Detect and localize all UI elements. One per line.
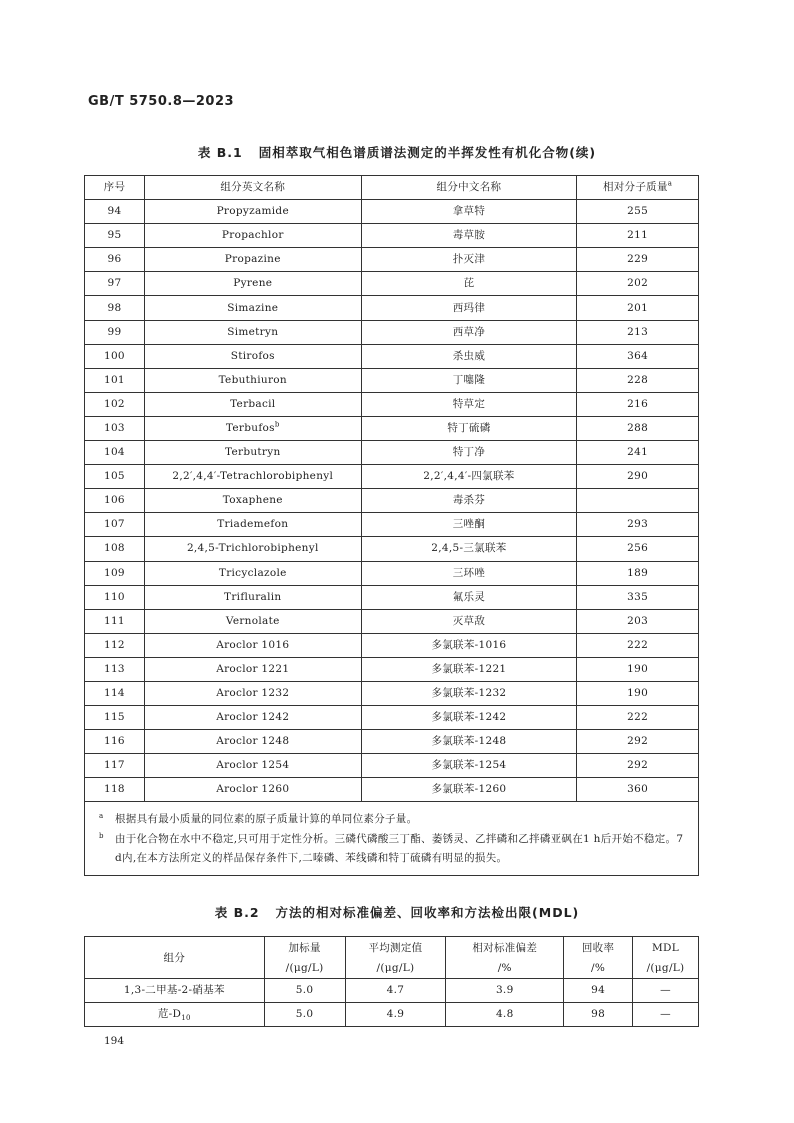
column-header (633, 937, 699, 979)
cell-molecular-weight (577, 706, 699, 730)
cell-chinese-name (361, 392, 577, 416)
cell-mdl (633, 979, 699, 1003)
table-b2 (84, 936, 699, 1027)
cell-molecular-weight-text: 335 (627, 590, 649, 603)
cell-molecular-weight (577, 657, 699, 681)
cell-chinese-name (361, 416, 577, 440)
cell-english-name (144, 609, 361, 633)
cell-chinese-name (361, 368, 577, 392)
cell-english-name-text: Tebuthiuron (218, 373, 287, 386)
cell-serial-number (85, 754, 145, 778)
cell-serial-number-text: 107 (103, 518, 125, 531)
cell-chinese-name-text: 多氯联苯-1248 (431, 735, 507, 748)
cell-english-name-text: Tricyclazole (218, 566, 287, 579)
cell-english-name (144, 272, 361, 296)
cell-english-name (144, 368, 361, 392)
cell-chinese-name-text: 多氯联苯-1242 (431, 711, 507, 724)
cell-serial-number-text: 96 (107, 253, 122, 266)
cell-molecular-weight (577, 778, 699, 802)
cell-serial-number-text: 115 (103, 711, 125, 724)
column-header (564, 937, 633, 979)
cell-mean-text: 4.9 (386, 1008, 405, 1020)
cell-molecular-weight (577, 585, 699, 609)
table-row (85, 633, 699, 657)
cell-chinese-name (361, 224, 577, 248)
table-row (85, 296, 699, 320)
cell-serial-number (85, 537, 145, 561)
cell-molecular-weight (577, 224, 699, 248)
cell-english-name-text: Vernolate (225, 614, 280, 627)
table-row (85, 609, 699, 633)
cell-molecular-weight-text: 203 (627, 614, 649, 627)
cell-chinese-name (361, 585, 577, 609)
cell-serial-number-text: 100 (103, 349, 125, 362)
cell-spike (264, 1003, 345, 1027)
table-row (85, 513, 699, 537)
cell-chinese-name-text: 芘 (463, 277, 475, 290)
table-b2-header-row (85, 937, 699, 979)
cell-chinese-name-text: 特草定 (452, 397, 486, 410)
table-row (85, 416, 699, 440)
cell-serial-number (85, 200, 145, 224)
cell-chinese-name-text: 拿草特 (452, 205, 486, 218)
cell-english-name-text: 2,4,5-Trichlorobiphenyl (186, 542, 319, 555)
cell-english-name (144, 706, 361, 730)
cell-serial-number-text: 113 (103, 662, 125, 675)
cell-spike-text: 5.0 (295, 1008, 314, 1020)
cell-serial-number (85, 296, 145, 320)
table-row (85, 561, 699, 585)
table-b2-caption (0, 903, 794, 921)
cell-chinese-name (361, 657, 577, 681)
column-header: 组分英文名称 (144, 176, 361, 200)
column-header-unit: /(μg/L) (376, 961, 415, 974)
cell-english-name-text: Aroclor 1242 (216, 711, 290, 724)
column-header-unit: /% (591, 961, 606, 974)
cell-molecular-weight-text: 213 (627, 325, 649, 338)
cell-chinese-name (361, 200, 577, 224)
cell-component (85, 979, 265, 1003)
cell-english-name-text: Triademefon (217, 518, 289, 531)
table-row (85, 681, 699, 705)
cell-chinese-name-text: 2,2′,4,4′-四氯联苯 (423, 470, 515, 483)
cell-chinese-name-text: 毒草胺 (452, 229, 486, 242)
cell-serial-number (85, 730, 145, 754)
cell-chinese-name (361, 778, 577, 802)
cell-serial-number (85, 657, 145, 681)
cell-serial-number-text: 103 (103, 421, 125, 434)
cell-chinese-name (361, 296, 577, 320)
cell-molecular-weight-text: 229 (627, 253, 649, 266)
cell-spike (264, 979, 345, 1003)
cell-molecular-weight (577, 537, 699, 561)
cell-english-name-text: Simazine (227, 301, 279, 314)
cell-rsd-text: 4.8 (495, 1008, 514, 1020)
cell-molecular-weight-text: 190 (627, 687, 649, 700)
cell-chinese-name-text: 多氯联苯-1260 (431, 783, 507, 796)
cell-rsd-text: 3.9 (495, 984, 514, 996)
cell-molecular-weight (577, 248, 699, 272)
cell-serial-number (85, 320, 145, 344)
subscript: 10 (181, 1014, 191, 1023)
cell-serial-number (85, 272, 145, 296)
footnote-text: 由于化合物在水中不稳定,只可用于定性分析。三磷代磷酸三丁酯、萎锈灵、乙拌磷和乙拌磷亚砜在1 h后开始不稳定。7 d内,在本方法所定义的样品保存条件下,二嗪磷、苯线磷和特丁硫磷有明显的损失。 (115, 833, 684, 865)
cell-serial-number-text: 95 (107, 229, 122, 242)
cell-serial-number-text: 118 (103, 783, 125, 796)
cell-molecular-weight-text: 360 (627, 783, 649, 796)
table-b1-notes (85, 802, 699, 876)
column-header-label: 回收率 (581, 941, 615, 954)
cell-chinese-name-text: 灭草敌 (452, 614, 486, 627)
table-b1-caption-title: 固相萃取气相色谱质谱法测定的半挥发性有机化合物(续) (258, 145, 597, 160)
cell-rsd (446, 1003, 564, 1027)
cell-serial-number (85, 441, 145, 465)
cell-serial-number (85, 585, 145, 609)
cell-serial-number (85, 248, 145, 272)
cell-serial-number-text: 116 (103, 735, 125, 748)
cell-english-name (144, 392, 361, 416)
table-row (85, 730, 699, 754)
cell-serial-number (85, 681, 145, 705)
table-row (85, 706, 699, 730)
cell-spike-text: 5.0 (295, 984, 314, 996)
cell-chinese-name-text: 氟乐灵 (452, 590, 486, 603)
cell-english-name (144, 633, 361, 657)
cell-molecular-weight (577, 296, 699, 320)
cell-serial-number (85, 561, 145, 585)
cell-molecular-weight (577, 633, 699, 657)
column-header-label: MDL (651, 941, 680, 954)
cell-english-name (144, 489, 361, 513)
column-header (345, 937, 446, 979)
cell-english-name-text: Trifluralin (224, 590, 282, 603)
cell-molecular-weight (577, 344, 699, 368)
cell-chinese-name-text: 杀虫威 (452, 349, 486, 362)
cell-recovery-text: 94 (591, 984, 606, 996)
table-row (85, 585, 699, 609)
cell-molecular-weight-text: 290 (627, 470, 649, 483)
cell-molecular-weight-text: 211 (627, 229, 649, 242)
cell-chinese-name (361, 754, 577, 778)
cell-serial-number (85, 609, 145, 633)
cell-recovery (564, 1003, 633, 1027)
cell-english-name-text: Terbutryn (225, 446, 281, 459)
cell-chinese-name (361, 272, 577, 296)
cell-chinese-name (361, 465, 577, 489)
cell-english-name-text: Aroclor 1260 (216, 783, 290, 796)
cell-chinese-name (361, 730, 577, 754)
cell-serial-number-text: 102 (103, 397, 125, 410)
table-row (85, 465, 699, 489)
table-b2-caption-title: 方法的相对标准偏差、回收率和方法检出限(MDL) (275, 905, 580, 920)
cell-chinese-name (361, 344, 577, 368)
column-header: 组分中文名称 (361, 176, 577, 200)
cell-molecular-weight-text: 216 (627, 397, 649, 410)
cell-chinese-name-text: 丁噻隆 (452, 373, 486, 386)
cell-chinese-name-text: 毒杀芬 (452, 494, 486, 507)
cell-mdl-text: — (660, 1008, 671, 1020)
cell-english-name (144, 224, 361, 248)
cell-english-name-text: Aroclor 1016 (216, 638, 290, 651)
cell-molecular-weight (577, 368, 699, 392)
cell-chinese-name-text: 特丁净 (452, 446, 486, 459)
cell-english-name (144, 416, 361, 440)
cell-chinese-name-text: 三唑酮 (452, 518, 486, 531)
cell-english-name (144, 537, 361, 561)
footnote-a (99, 810, 688, 829)
cell-serial-number-text: 94 (107, 205, 122, 218)
cell-molecular-weight-text: 189 (627, 566, 649, 579)
table-row (85, 778, 699, 802)
cell-molecular-weight-text: 292 (627, 759, 649, 772)
cell-english-name-text: Aroclor 1221 (216, 662, 290, 675)
cell-molecular-weight-text: 292 (627, 735, 649, 748)
cell-molecular-weight-text: 202 (627, 277, 649, 290)
footnote-mark: b (274, 420, 280, 429)
column-header-label: 相对分子质量 (602, 181, 668, 194)
table-row (85, 754, 699, 778)
cell-molecular-weight (577, 392, 699, 416)
cell-molecular-weight-text: 256 (627, 542, 649, 555)
cell-molecular-weight (577, 320, 699, 344)
cell-mean (345, 979, 446, 1003)
cell-molecular-weight (577, 441, 699, 465)
footnote-mark: b (99, 832, 104, 841)
cell-rsd (446, 979, 564, 1003)
cell-serial-number (85, 513, 145, 537)
cell-mean-text: 4.7 (386, 984, 405, 996)
table-b1-caption-number: 表 B.1 (197, 145, 243, 160)
cell-chinese-name-text: 多氯联苯-1221 (431, 662, 507, 675)
cell-chinese-name (361, 537, 577, 561)
footnote-text: 根据具有最小质量的同位素的原子质量计算的单同位素分子量。 (115, 813, 418, 826)
cell-molecular-weight (577, 272, 699, 296)
table-b1-caption (0, 143, 794, 161)
cell-english-name-text: Aroclor 1254 (216, 759, 290, 772)
column-header (577, 176, 699, 200)
cell-recovery (564, 979, 633, 1003)
cell-english-name-text: Propachlor (221, 229, 284, 242)
cell-molecular-weight (577, 513, 699, 537)
cell-english-name-text: Aroclor 1232 (216, 687, 290, 700)
column-header-label: 平均测定值 (368, 941, 423, 954)
cell-molecular-weight (577, 416, 699, 440)
cell-english-name (144, 320, 361, 344)
cell-chinese-name (361, 609, 577, 633)
column-header-label: 相对标准偏差 (472, 941, 538, 954)
cell-component (85, 1003, 265, 1027)
footnote-mark: a (99, 812, 104, 821)
table-b1-notes-row (85, 802, 699, 876)
cell-serial-number-text: 105 (103, 470, 125, 483)
cell-english-name (144, 754, 361, 778)
cell-english-name (144, 200, 361, 224)
column-header (264, 937, 345, 979)
cell-chinese-name-text: 扑灭津 (452, 253, 486, 266)
cell-serial-number (85, 465, 145, 489)
cell-serial-number-text: 101 (103, 373, 125, 386)
table-row (85, 200, 699, 224)
cell-serial-number (85, 344, 145, 368)
cell-molecular-weight (577, 561, 699, 585)
cell-english-name (144, 248, 361, 272)
cell-chinese-name (361, 489, 577, 513)
cell-molecular-weight (577, 489, 699, 513)
cell-serial-number-text: 114 (103, 687, 125, 700)
cell-english-name-text: Terbacil (230, 397, 276, 410)
cell-molecular-weight (577, 200, 699, 224)
cell-english-name (144, 681, 361, 705)
column-header-unit: /(μg/L) (285, 961, 324, 974)
cell-chinese-name (361, 248, 577, 272)
cell-chinese-name (361, 320, 577, 344)
cell-english-name-text: Pyrene (233, 277, 273, 290)
cell-molecular-weight (577, 754, 699, 778)
table-row (85, 441, 699, 465)
cell-molecular-weight (577, 609, 699, 633)
page-number: 194 (104, 1035, 125, 1047)
column-header-unit: /(μg/L) (646, 961, 685, 974)
cell-english-name (144, 513, 361, 537)
cell-molecular-weight-text: 222 (627, 638, 649, 651)
cell-serial-number (85, 416, 145, 440)
table-row (85, 368, 699, 392)
cell-molecular-weight-text: 364 (627, 349, 649, 362)
cell-english-name-text: 2,2′,4,4′-Tetrachlorobiphenyl (172, 470, 334, 483)
cell-english-name-text: Simetryn (227, 325, 279, 338)
cell-component-text: 1,3-二甲基-2-硝基苯 (123, 984, 225, 996)
cell-english-name (144, 561, 361, 585)
cell-molecular-weight (577, 681, 699, 705)
table-row (85, 320, 699, 344)
table-row (85, 248, 699, 272)
cell-english-name-text: Stirofos (230, 349, 275, 362)
cell-chinese-name (361, 561, 577, 585)
cell-chinese-name (361, 513, 577, 537)
cell-recovery-text: 98 (591, 1008, 606, 1020)
cell-serial-number (85, 778, 145, 802)
cell-serial-number (85, 224, 145, 248)
standard-code: GB/T 5750.8—2023 (88, 94, 235, 109)
cell-serial-number-text: 111 (103, 614, 125, 627)
cell-english-name (144, 344, 361, 368)
cell-molecular-weight (577, 730, 699, 754)
column-header-unit: /% (497, 961, 512, 974)
table-b2-caption-number: 表 B.2 (214, 905, 260, 920)
column-header (85, 937, 265, 979)
cell-serial-number (85, 392, 145, 416)
table-row (85, 272, 699, 296)
table-row (85, 537, 699, 561)
table-row (85, 344, 699, 368)
cell-mdl (633, 1003, 699, 1027)
cell-english-name (144, 296, 361, 320)
cell-molecular-weight-text: 228 (627, 373, 649, 386)
cell-english-name-text: Toxaphene (222, 494, 283, 507)
footnote-mark: a (667, 179, 673, 188)
cell-chinese-name-text: 多氯联苯-1232 (431, 687, 507, 700)
cell-serial-number-text: 99 (107, 325, 122, 338)
table-b1-header-row (85, 176, 699, 200)
cell-serial-number-text: 108 (103, 542, 125, 555)
cell-chinese-name (361, 633, 577, 657)
column-header (446, 937, 564, 979)
column-header-label: 加标量 (288, 941, 321, 954)
cell-molecular-weight-text: 201 (627, 301, 649, 314)
cell-serial-number-text: 109 (103, 566, 125, 579)
cell-english-name-text: Terbufos (225, 421, 275, 434)
cell-english-name-text: Aroclor 1248 (216, 735, 290, 748)
cell-molecular-weight-text: 241 (627, 446, 649, 459)
cell-chinese-name (361, 441, 577, 465)
cell-chinese-name-text: 西玛律 (452, 301, 486, 314)
cell-molecular-weight-text: 293 (627, 518, 649, 531)
cell-chinese-name (361, 706, 577, 730)
cell-chinese-name-text: 多氯联苯-1254 (431, 759, 507, 772)
cell-chinese-name-text: 西草净 (452, 325, 486, 338)
cell-english-name (144, 730, 361, 754)
cell-english-name (144, 657, 361, 681)
cell-chinese-name-text: 多氯联苯-1016 (431, 638, 507, 651)
table-row (85, 657, 699, 681)
column-header: 序号 (85, 176, 145, 200)
cell-chinese-name-text: 三环唑 (452, 566, 486, 579)
cell-serial-number (85, 706, 145, 730)
cell-molecular-weight-text: 288 (627, 421, 649, 434)
cell-component-text: 苊-D (157, 1008, 182, 1020)
table-row (85, 1003, 699, 1027)
cell-serial-number (85, 633, 145, 657)
cell-english-name (144, 441, 361, 465)
table-row (85, 392, 699, 416)
cell-serial-number (85, 368, 145, 392)
cell-english-name (144, 465, 361, 489)
cell-serial-number-text: 97 (107, 277, 122, 290)
cell-chinese-name-text: 2,4,5-三氯联苯 (431, 542, 507, 555)
cell-english-name-text: Propyzamide (216, 205, 289, 218)
cell-serial-number-text: 117 (103, 759, 125, 772)
cell-chinese-name (361, 681, 577, 705)
table-row (85, 224, 699, 248)
table-row (85, 979, 699, 1003)
cell-serial-number-text: 112 (103, 638, 125, 651)
table-b1 (84, 175, 699, 876)
cell-serial-number-text: 110 (103, 590, 125, 603)
cell-english-name-text: Propazine (224, 253, 281, 266)
cell-chinese-name-text: 特丁硫磷 (447, 421, 491, 434)
cell-mean (345, 1003, 446, 1027)
cell-serial-number-text: 98 (107, 301, 122, 314)
cell-serial-number-text: 104 (103, 446, 125, 459)
cell-english-name (144, 585, 361, 609)
column-header-label: 组分 (163, 951, 186, 964)
cell-molecular-weight-text: 255 (627, 205, 649, 218)
table-row (85, 489, 699, 513)
cell-molecular-weight-text: 190 (627, 662, 649, 675)
cell-serial-number (85, 489, 145, 513)
cell-molecular-weight-text: 222 (627, 711, 649, 724)
footnote-b (99, 830, 688, 868)
cell-serial-number-text: 106 (103, 494, 125, 507)
cell-english-name (144, 778, 361, 802)
cell-mdl-text: — (660, 984, 671, 996)
cell-molecular-weight (577, 465, 699, 489)
